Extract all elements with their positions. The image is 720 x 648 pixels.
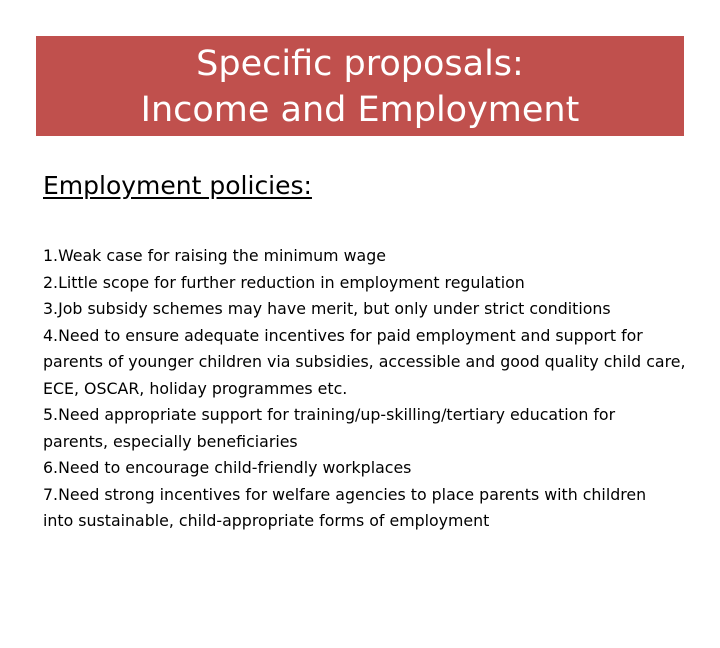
policy-item-3 [43, 296, 708, 323]
policy-item-4-line-1: 4.Need to ensure adequate incentives for paid employment and support for [43, 325, 643, 345]
policy-item-2-line-1: 2.Little scope for further reduction in employment regulation [43, 272, 525, 292]
section-subheading: Employment policies: [43, 171, 312, 200]
policy-item-7 [43, 482, 708, 535]
policy-item-5 [43, 402, 708, 455]
policy-item-5-line-1: 5.Need appropriate support for training/up-skilling/tertiary education for [43, 405, 616, 424]
policy-item-7-line-2: into sustainable, child-appropriate forms of employment [43, 511, 490, 530]
policy-item-4-line-3: ECE, OSCAR, holiday programmes etc. [43, 378, 348, 398]
policy-item-4-line-2: parents of younger children via subsidies, accessible and good quality child care, [43, 352, 686, 371]
title-banner [36, 36, 684, 136]
policy-item-4 [43, 323, 708, 403]
policy-item-1 [43, 243, 708, 270]
slide-title-line-2: Income and Employment [140, 90, 580, 130]
policy-item-1-line-1: 1.Weak case for raising the minimum wage [43, 246, 386, 265]
policy-item-5-line-2: parents, especially beneficiaries [43, 431, 298, 451]
policy-item-6-line-1: 6.Need to encourage child-friendly workplaces [43, 458, 412, 477]
policy-item-2 [43, 270, 708, 297]
policy-list [43, 243, 708, 535]
slide-title-line-1: Specific proposals: [196, 44, 524, 84]
policy-item-6 [43, 455, 708, 482]
policy-item-7-line-1: 7.Need strong incentives for welfare agencies to place parents with children [43, 484, 647, 504]
policy-item-3-line-1: 3.Job subsidy schemes may have merit, but only under strict conditions [43, 299, 611, 318]
